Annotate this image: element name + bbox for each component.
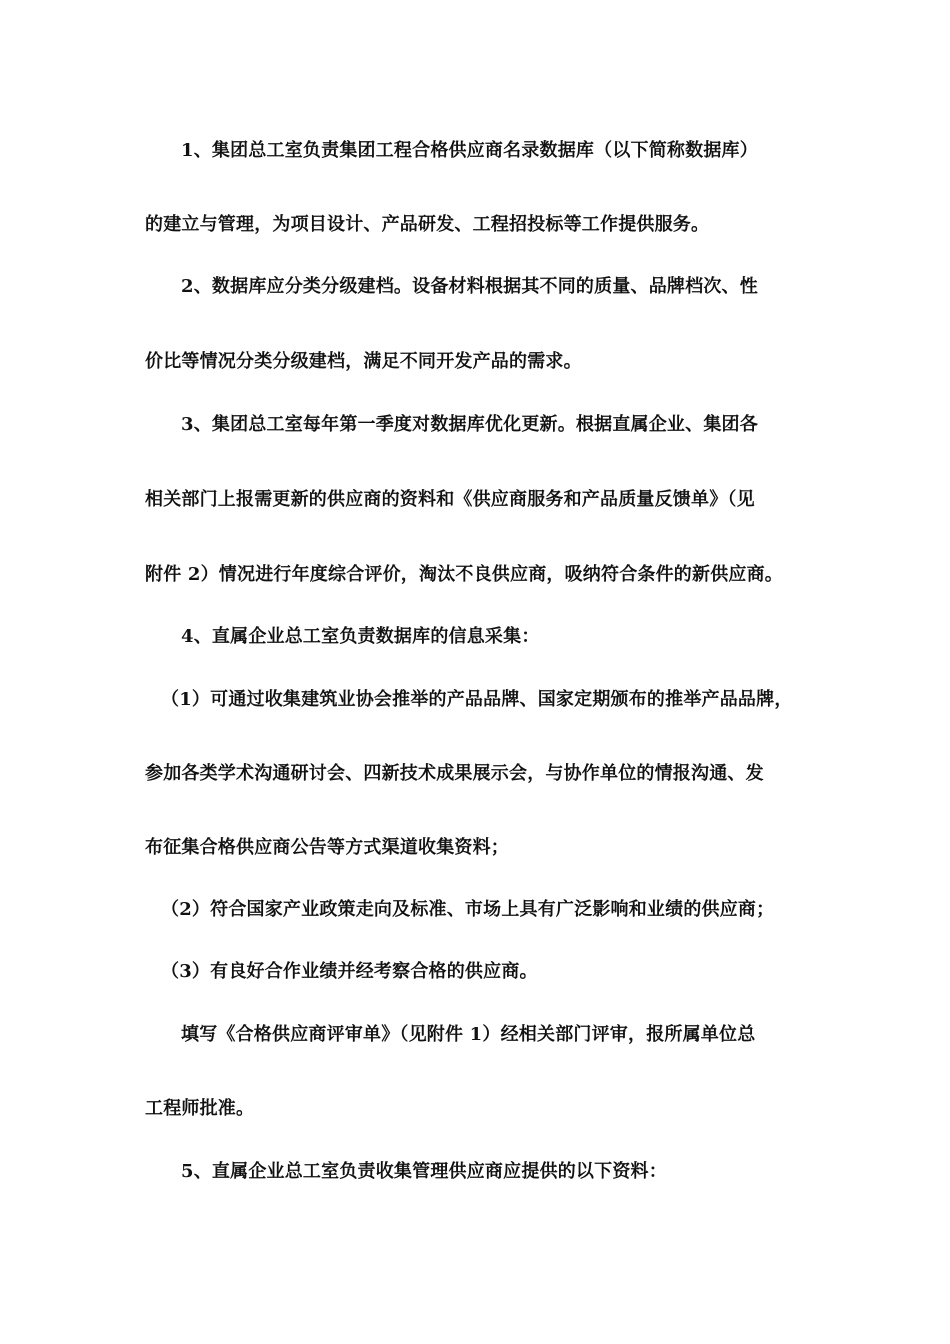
item-1-line-3: 布征集合格供应商公告等方式渠道收集资料； xyxy=(145,837,509,858)
paragraph-1-line-1: 1、集团总工室负责集团工程合格供应商名录数据库（以下简称数据库） xyxy=(181,140,758,161)
paragraph-fill-line-1: 填写《合格供应商评审单》（见附件 1）经相关部门评审，报所属单位总 xyxy=(181,1024,756,1045)
paragraph-1-line-2: 的建立与管理，为项目设计、产品研发、工程招投标等工作提供服务。 xyxy=(145,214,710,235)
paragraph-4-line-1: 4、直属企业总工室负责数据库的信息采集： xyxy=(181,626,540,647)
paragraph-3-line-2: 相关部门上报需更新的供应商的资料和《供应商服务和产品质量反馈单》（见 xyxy=(145,489,755,510)
paragraph-2-line-1: 2、数据库应分类分级建档。设备材料根据其不同的质量、品牌档次、性 xyxy=(181,276,758,297)
item-1-line-2: 参加各类学术沟通研讨会、四新技术成果展示会，与协作单位的情报沟通、发 xyxy=(145,763,764,784)
item-1-line-1: （1）可通过收集建筑业协会推举的产品品牌、国家定期颁布的推举产品品牌， xyxy=(161,689,793,710)
paragraph-2-line-2: 价比等情况分类分级建档，满足不同开发产品的需求。 xyxy=(145,351,582,372)
paragraph-5-line-1: 5、直属企业总工室负责收集管理供应商应提供的以下资料： xyxy=(181,1161,667,1182)
item-2-line-1: （2）符合国家产业政策走向及标准、市场上具有广泛影响和业绩的供应商； xyxy=(161,899,775,920)
paragraph-3-line-1: 3、集团总工室每年第一季度对数据库优化更新。根据直属企业、集团各 xyxy=(181,414,758,435)
paragraph-3-line-3: 附件 2）情况进行年度综合评价，淘汰不良供应商，吸纳符合条件的新供应商。 xyxy=(145,564,783,585)
item-3-line-1: （3）有良好合作业绩并经考察合格的供应商。 xyxy=(161,961,538,982)
paragraph-fill-line-2: 工程师批准。 xyxy=(145,1098,255,1119)
